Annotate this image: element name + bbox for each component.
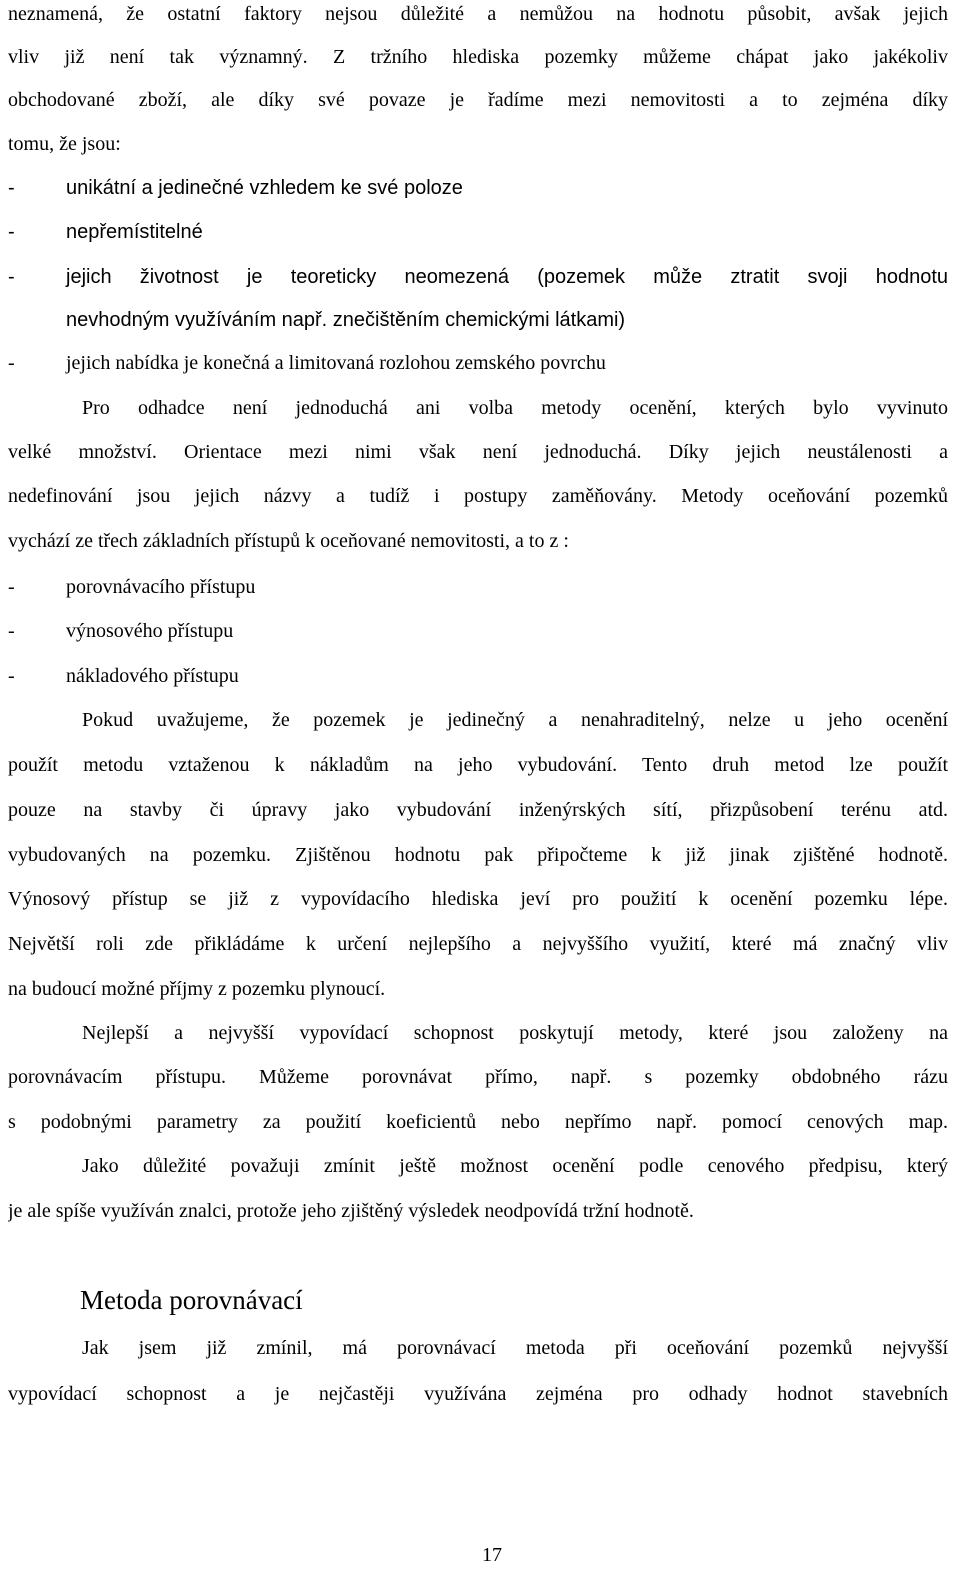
- paragraph-line: vybudovaných na pozemku. Zjištěnou hodnotu pak připočteme k již jinak zjištěné hodnotě.: [8, 844, 948, 866]
- list-item-text: unikátní a jedinečné vzhledem ke své poloze: [66, 177, 463, 199]
- paragraph-line: Jako důležité považuji zmínit ještě možnost ocenění podle cenového předpisu, který: [82, 1155, 948, 1177]
- paragraph-line: Pokud uvažujeme, že pozemek je jedinečný a nenahraditelný, nelze u jeho ocenění: [82, 709, 948, 731]
- paragraph-line: pouze na stavby či úpravy jako vybudování inženýrských sítí, přizpůsobení terénu atd.: [8, 799, 948, 821]
- paragraph-line: Jak jsem již zmínil, má porovnávací metoda při oceňování pozemků nejvyšší: [82, 1337, 948, 1359]
- paragraph-line: obchodované zboží, ale díky své povaze je řadíme mezi nemovitosti a to zejména díky: [8, 89, 948, 111]
- list-item: [8, 341, 948, 385]
- paragraph-line: Nejlepší a nejvyšší vypovídací schopnost poskytují metody, které jsou založeny na: [82, 1022, 948, 1044]
- paragraph-line: je ale spíše využíván znalci, protože jeho zjištěný výsledek neodpovídá tržní hodnotě.: [8, 1200, 694, 1222]
- paragraph-line: vliv již není tak významný. Z tržního hlediska pozemky můžeme chápat jako jakékoliv: [8, 46, 948, 68]
- paragraph-line: porovnávacím přístupu. Můžeme porovnávat přímo, např. s pozemky obdobného rázu: [8, 1066, 948, 1088]
- list-item-continuation: nevhodným využíváním např. znečištěním chemickými látkami): [66, 309, 626, 331]
- paragraph-line: na budoucí možné příjmy z pozemku plynoucí.: [8, 978, 386, 1000]
- list-dash: -: [8, 620, 15, 642]
- section-heading: Metoda porovnávací: [80, 1285, 303, 1315]
- list-item-text: nepřemístitelné: [66, 221, 203, 243]
- paragraph-line: použít metodu vztaženou k nákladům na jeho vybudování. Tento druh metod lze použít: [8, 754, 948, 776]
- list-item: [8, 210, 948, 254]
- list-item-text: jejich nabídka je konečná a limitovaná rozlohou zemského povrchu: [66, 352, 606, 374]
- paragraph-line: s podobnými parametry za použití koeficientů nebo nepřímo např. pomocí cenových map.: [8, 1111, 948, 1133]
- paragraph-line: velké množství. Orientace mezi nimi však není jednoduchá. Díky jejich neustálenosti a: [8, 441, 948, 463]
- list-dash: -: [8, 665, 15, 687]
- list-item: [8, 166, 948, 210]
- list-item: [8, 654, 948, 698]
- paragraph-line: vychází ze třech základních přístupů k oceňované nemovitosti, a to z :: [8, 530, 569, 552]
- paragraph-line: Výnosový přístup se již z vypovídacího hlediska jeví pro použití k ocenění pozemku lépe.: [8, 888, 948, 910]
- list-dash: -: [8, 221, 15, 243]
- paragraph-line: Největší roli zde přikládáme k určení nejlepšího a nejvyššího využití, které má značný vliv: [8, 933, 948, 955]
- list-item: [8, 565, 948, 609]
- paragraph-line: neznamená, že ostatní faktory nejsou důležité a nemůžou na hodnotu působit, avšak jejich: [8, 3, 948, 25]
- list-item-text: jejich životnost je teoreticky neomezená (pozemek může ztratit svoji hodnotu: [66, 266, 948, 288]
- paragraph-line: vypovídací schopnost a je nejčastěji využívána zejména pro odhady hodnot stavebních: [8, 1383, 948, 1405]
- list-dash: -: [8, 576, 15, 598]
- list-dash: -: [8, 352, 15, 374]
- paragraph-line: tomu, že jsou:: [8, 133, 121, 155]
- list-item: [8, 255, 948, 299]
- list-item-text: výnosového přístupu: [66, 620, 234, 642]
- list-item-text: nákladového přístupu: [66, 665, 239, 687]
- paragraph-line: Pro odhadce není jednoduchá ani volba metody ocenění, kterých bylo vyvinuto: [82, 397, 948, 419]
- list-item: [8, 609, 948, 653]
- paragraph-line: nedefinování jsou jejich názvy a tudíž i postupy zaměňovány. Metody oceňování pozemků: [8, 485, 948, 507]
- list-item-text: porovnávacího přístupu: [66, 576, 256, 598]
- list-dash: -: [8, 266, 15, 288]
- page-number: 17: [482, 1544, 502, 1566]
- list-dash: -: [8, 177, 15, 199]
